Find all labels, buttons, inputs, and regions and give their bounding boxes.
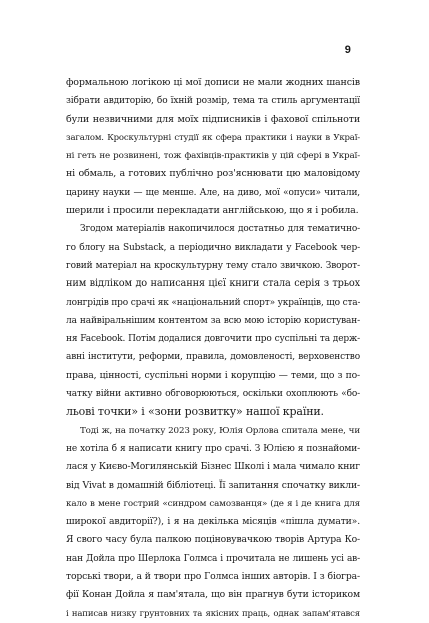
text-line: говий матеріал на кроскультурну тему стало звичкою. Зворот- xyxy=(66,260,360,271)
text-line: нан Дойла про Шерлока Голмса і прочитала не лишень усі ав- xyxy=(66,553,360,564)
text-line: льові точки» і «зони розвитку» нашої країни. xyxy=(66,405,324,419)
text-line: формальною логікою ці мої дописи не мали жодних шансів xyxy=(66,77,360,88)
text-line: загалом. Кроскультурні студії як сфера практики і науки в Украї- xyxy=(66,132,360,143)
text-line: ня Facebook. Потім додалися довгочити про суспільні та держ- xyxy=(66,334,360,345)
text-line: від Vivat в домашній бібліотеці. Її запитання спочатку викли- xyxy=(66,479,360,491)
text-line: чатку війни активно обговорюються, оскільки охоплюють «бо- xyxy=(66,389,360,400)
text-line: го блогу на Substack, а періодично викладати у Facebook чер- xyxy=(66,242,360,253)
paragraph xyxy=(66,220,360,421)
text-line: зібрати авдиторію, бо їхній розмір, тема та стиль аргументації xyxy=(66,96,360,107)
text-line: авні інститути, реформи, правила, домовленості, верховенство xyxy=(66,352,360,363)
page-number: 9 xyxy=(344,44,352,56)
text-line: Згодом матеріалів накопичилося достатньо для тематично- xyxy=(80,224,360,235)
text-line: були незвичними для моїх підписників і фахової спільноти xyxy=(66,113,360,125)
paragraph xyxy=(66,422,360,623)
text-line: широкої авдиторії?), і я на декілька місяців «пішла думати». xyxy=(66,516,360,528)
text-line: шерили і просили перекладати англійською, що я і робила. xyxy=(66,205,359,217)
text-line: лася у Києво-Могилянській Бізнес Школі і мала чимало книг xyxy=(66,461,360,473)
text-line: фії Конан Дойла я пам'ятала, що він прагнув бути істориком xyxy=(66,589,360,601)
text-line: права, цінності, суспільні норми і корупцію — теми, що з по- xyxy=(66,369,360,381)
text-line: не хотіла б я написати книгу про срачі. З Юлією я познайоми- xyxy=(66,443,360,454)
body-text xyxy=(66,74,360,623)
text-line: торські твори, а й твори про Голмса інших авторів. І з біогра- xyxy=(66,571,360,583)
text-line: ні обмаль, а готових публічно роз'яснювати цю маловідому xyxy=(66,168,360,180)
text-line: лонгрідів про срачі як «національний спорт» українців, що ста- xyxy=(66,297,360,308)
paragraph xyxy=(66,74,360,220)
text-line: царину науки — ще менше. Але, на диво, мої «опуси» читали, xyxy=(66,187,360,198)
text-line: ні геть не розвинені, тож фахівців-практиків у цій сфері в Украї- xyxy=(66,151,360,162)
text-line: кало в мене гострий «синдром самозванця» (де я і де книга для xyxy=(66,498,360,509)
text-line: ним відліком до написання цієї книги стала серія з трьох xyxy=(66,278,360,290)
text-line: і написав низку грунтовних та якісних праць, однак запам'ятався xyxy=(66,608,360,619)
text-line: Я свого часу була палкою поціновувачкою творів Артура Ко- xyxy=(66,534,360,546)
text-line: ла найвіральнішим контентом за всю мою історію користуван- xyxy=(66,315,360,326)
text-line: Тоді ж, на початку 2023 року, Юлія Орлова спитала мене, чи xyxy=(80,425,360,436)
